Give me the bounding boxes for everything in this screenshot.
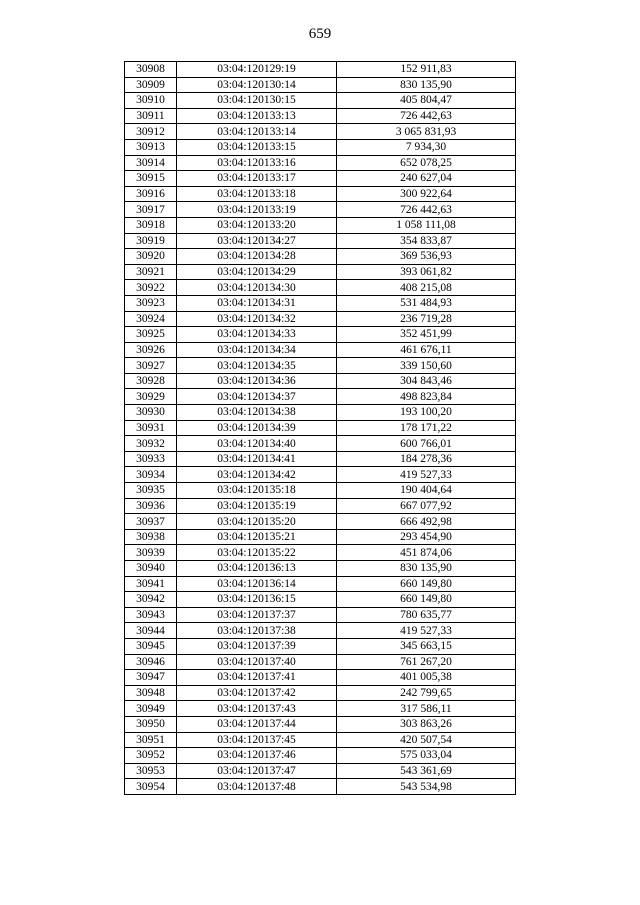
row-number-cell: 30916: [125, 186, 177, 202]
cadastral-number-cell: 03:04:120134:27: [177, 233, 337, 249]
row-number-cell: 30915: [125, 171, 177, 187]
value-cell: 408 215,08: [337, 280, 516, 296]
row-number-cell: 30953: [125, 763, 177, 779]
row-number-cell: 30918: [125, 217, 177, 233]
value-cell: 830 135,90: [337, 561, 516, 577]
row-number-cell: 30914: [125, 155, 177, 171]
cadastral-number-cell: 03:04:120135:20: [177, 514, 337, 530]
row-number-cell: 30935: [125, 483, 177, 499]
value-cell: 401 005,38: [337, 670, 516, 686]
table-row: [125, 623, 516, 639]
table-row: [125, 529, 516, 545]
row-number-cell: 30950: [125, 716, 177, 732]
value-cell: 543 361,69: [337, 763, 516, 779]
value-cell: 461 676,11: [337, 342, 516, 358]
table-row: [125, 108, 516, 124]
row-number-cell: 30954: [125, 779, 177, 795]
table-row: [125, 217, 516, 233]
table-row: [125, 342, 516, 358]
table-row: [125, 545, 516, 561]
table-row: [125, 233, 516, 249]
cadastral-number-cell: 03:04:120134:37: [177, 389, 337, 405]
value-cell: 780 635,77: [337, 607, 516, 623]
table-row: [125, 607, 516, 623]
table-row: [125, 779, 516, 795]
value-cell: 498 823,84: [337, 389, 516, 405]
data-table: [124, 61, 516, 795]
table-row: [125, 311, 516, 327]
row-number-cell: 30948: [125, 685, 177, 701]
row-number-cell: 30917: [125, 202, 177, 218]
cadastral-number-cell: 03:04:120133:20: [177, 217, 337, 233]
cadastral-number-cell: 03:04:120134:41: [177, 451, 337, 467]
value-cell: 193 100,20: [337, 405, 516, 421]
cadastral-number-cell: 03:04:120133:19: [177, 202, 337, 218]
row-number-cell: 30909: [125, 77, 177, 93]
row-number-cell: 30920: [125, 249, 177, 265]
value-cell: 419 527,33: [337, 623, 516, 639]
table-row: [125, 155, 516, 171]
row-number-cell: 30913: [125, 139, 177, 155]
table-row: [125, 139, 516, 155]
value-cell: 339 150,60: [337, 358, 516, 374]
row-number-cell: 30949: [125, 701, 177, 717]
value-cell: 300 922,64: [337, 186, 516, 202]
cadastral-number-cell: 03:04:120133:13: [177, 108, 337, 124]
value-cell: 345 663,15: [337, 638, 516, 654]
value-cell: 304 843,46: [337, 373, 516, 389]
cadastral-number-cell: 03:04:120137:46: [177, 748, 337, 764]
row-number-cell: 30940: [125, 561, 177, 577]
row-number-cell: 30926: [125, 342, 177, 358]
row-number-cell: 30924: [125, 311, 177, 327]
value-cell: 600 766,01: [337, 436, 516, 452]
row-number-cell: 30908: [125, 62, 177, 78]
value-cell: 240 627,04: [337, 171, 516, 187]
row-number-cell: 30942: [125, 592, 177, 608]
value-cell: 184 278,36: [337, 451, 516, 467]
cadastral-number-cell: 03:04:120130:14: [177, 77, 337, 93]
cadastral-number-cell: 03:04:120133:16: [177, 155, 337, 171]
cadastral-number-cell: 03:04:120137:43: [177, 701, 337, 717]
value-cell: 303 863,26: [337, 716, 516, 732]
row-number-cell: 30936: [125, 498, 177, 514]
table-row: [125, 514, 516, 530]
cadastral-number-cell: 03:04:120135:21: [177, 529, 337, 545]
table-row: [125, 264, 516, 280]
value-cell: 666 492,98: [337, 514, 516, 530]
value-cell: 660 149,80: [337, 592, 516, 608]
row-number-cell: 30919: [125, 233, 177, 249]
value-cell: 575 033,04: [337, 748, 516, 764]
cadastral-number-cell: 03:04:120134:42: [177, 467, 337, 483]
table-row: [125, 62, 516, 78]
table-row: [125, 451, 516, 467]
value-cell: 352 451,99: [337, 327, 516, 343]
value-cell: 152 911,83: [337, 62, 516, 78]
row-number-cell: 30929: [125, 389, 177, 405]
cadastral-number-cell: 03:04:120137:47: [177, 763, 337, 779]
cadastral-number-cell: 03:04:120134:33: [177, 327, 337, 343]
cadastral-number-cell: 03:04:120137:44: [177, 716, 337, 732]
value-cell: 652 078,25: [337, 155, 516, 171]
row-number-cell: 30923: [125, 295, 177, 311]
cadastral-number-cell: 03:04:120134:39: [177, 420, 337, 436]
table-row: [125, 685, 516, 701]
table-row: [125, 249, 516, 265]
row-number-cell: 30934: [125, 467, 177, 483]
value-cell: 242 799,65: [337, 685, 516, 701]
table-row: [125, 732, 516, 748]
cadastral-number-cell: 03:04:120134:36: [177, 373, 337, 389]
value-cell: 3 065 831,93: [337, 124, 516, 140]
cadastral-number-cell: 03:04:120134:30: [177, 280, 337, 296]
cadastral-number-cell: 03:04:120137:39: [177, 638, 337, 654]
cadastral-number-cell: 03:04:120134:29: [177, 264, 337, 280]
cadastral-number-cell: 03:04:120137:45: [177, 732, 337, 748]
value-cell: 354 833,87: [337, 233, 516, 249]
table-row: [125, 77, 516, 93]
cadastral-number-cell: 03:04:120133:18: [177, 186, 337, 202]
table-row: [125, 389, 516, 405]
value-cell: 451 874,06: [337, 545, 516, 561]
value-cell: 293 454,90: [337, 529, 516, 545]
table-row: [125, 467, 516, 483]
row-number-cell: 30943: [125, 607, 177, 623]
cadastral-number-cell: 03:04:120133:17: [177, 171, 337, 187]
row-number-cell: 30951: [125, 732, 177, 748]
table-row: [125, 186, 516, 202]
row-number-cell: 30912: [125, 124, 177, 140]
cadastral-number-cell: 03:04:120133:15: [177, 139, 337, 155]
row-number-cell: 30927: [125, 358, 177, 374]
row-number-cell: 30932: [125, 436, 177, 452]
cadastral-number-cell: 03:04:120137:42: [177, 685, 337, 701]
table-row: [125, 498, 516, 514]
table-body: [125, 62, 516, 795]
table-row: [125, 202, 516, 218]
cadastral-number-cell: 03:04:120137:48: [177, 779, 337, 795]
row-number-cell: 30911: [125, 108, 177, 124]
row-number-cell: 30931: [125, 420, 177, 436]
cadastral-number-cell: 03:04:120135:19: [177, 498, 337, 514]
row-number-cell: 30945: [125, 638, 177, 654]
cadastral-number-cell: 03:04:120130:15: [177, 93, 337, 109]
table-row: [125, 171, 516, 187]
row-number-cell: 30947: [125, 670, 177, 686]
value-cell: 178 171,22: [337, 420, 516, 436]
table-row: [125, 420, 516, 436]
cadastral-number-cell: 03:04:120135:22: [177, 545, 337, 561]
page-number: 659: [308, 26, 332, 42]
cadastral-number-cell: 03:04:120137:37: [177, 607, 337, 623]
cadastral-number-cell: 03:04:120135:18: [177, 483, 337, 499]
row-number-cell: 30922: [125, 280, 177, 296]
cadastral-number-cell: 03:04:120134:28: [177, 249, 337, 265]
cadastral-number-cell: 03:04:120134:35: [177, 358, 337, 374]
table-row: [125, 405, 516, 421]
table-row: [125, 638, 516, 654]
table-row: [125, 748, 516, 764]
row-number-cell: 30925: [125, 327, 177, 343]
row-number-cell: 30910: [125, 93, 177, 109]
value-cell: 7 934,30: [337, 139, 516, 155]
table-row: [125, 592, 516, 608]
table-row: [125, 763, 516, 779]
value-cell: 667 077,92: [337, 498, 516, 514]
value-cell: 660 149,80: [337, 576, 516, 592]
table-row: [125, 327, 516, 343]
table-row: [125, 93, 516, 109]
table-row: [125, 483, 516, 499]
cadastral-number-cell: 03:04:120134:40: [177, 436, 337, 452]
cadastral-number-cell: 03:04:120134:38: [177, 405, 337, 421]
cadastral-number-cell: 03:04:120133:14: [177, 124, 337, 140]
value-cell: 369 536,93: [337, 249, 516, 265]
cadastral-number-cell: 03:04:120136:14: [177, 576, 337, 592]
value-cell: 190 404,64: [337, 483, 516, 499]
value-cell: 830 135,90: [337, 77, 516, 93]
row-number-cell: 30946: [125, 654, 177, 670]
table-row: [125, 701, 516, 717]
table-row: [125, 654, 516, 670]
table-row: [125, 670, 516, 686]
value-cell: 419 527,33: [337, 467, 516, 483]
row-number-cell: 30939: [125, 545, 177, 561]
value-cell: 531 484,93: [337, 295, 516, 311]
cadastral-number-cell: 03:04:120134:34: [177, 342, 337, 358]
value-cell: 405 804,47: [337, 93, 516, 109]
table-row: [125, 436, 516, 452]
table-row: [125, 716, 516, 732]
value-cell: 420 507,54: [337, 732, 516, 748]
cadastral-number-cell: 03:04:120134:32: [177, 311, 337, 327]
value-cell: 761 267,20: [337, 654, 516, 670]
row-number-cell: 30933: [125, 451, 177, 467]
cadastral-number-cell: 03:04:120134:31: [177, 295, 337, 311]
table-row: [125, 295, 516, 311]
value-cell: 726 442,63: [337, 108, 516, 124]
table-row: [125, 358, 516, 374]
table-row: [125, 373, 516, 389]
cadastral-number-cell: 03:04:120136:13: [177, 561, 337, 577]
cadastral-number-cell: 03:04:120137:41: [177, 670, 337, 686]
row-number-cell: 30930: [125, 405, 177, 421]
row-number-cell: 30937: [125, 514, 177, 530]
cadastral-number-cell: 03:04:120137:40: [177, 654, 337, 670]
value-cell: 726 442,63: [337, 202, 516, 218]
value-cell: 393 061,82: [337, 264, 516, 280]
table-row: [125, 561, 516, 577]
cadastral-number-cell: 03:04:120136:15: [177, 592, 337, 608]
value-cell: 236 719,28: [337, 311, 516, 327]
row-number-cell: 30941: [125, 576, 177, 592]
table-row: [125, 124, 516, 140]
row-number-cell: 30952: [125, 748, 177, 764]
value-cell: 1 058 111,08: [337, 217, 516, 233]
table-row: [125, 576, 516, 592]
table-row: [125, 280, 516, 296]
cadastral-number-cell: 03:04:120137:38: [177, 623, 337, 639]
row-number-cell: 30938: [125, 529, 177, 545]
row-number-cell: 30944: [125, 623, 177, 639]
value-cell: 317 586,11: [337, 701, 516, 717]
value-cell: 543 534,98: [337, 779, 516, 795]
row-number-cell: 30928: [125, 373, 177, 389]
row-number-cell: 30921: [125, 264, 177, 280]
cadastral-number-cell: 03:04:120129:19: [177, 62, 337, 78]
